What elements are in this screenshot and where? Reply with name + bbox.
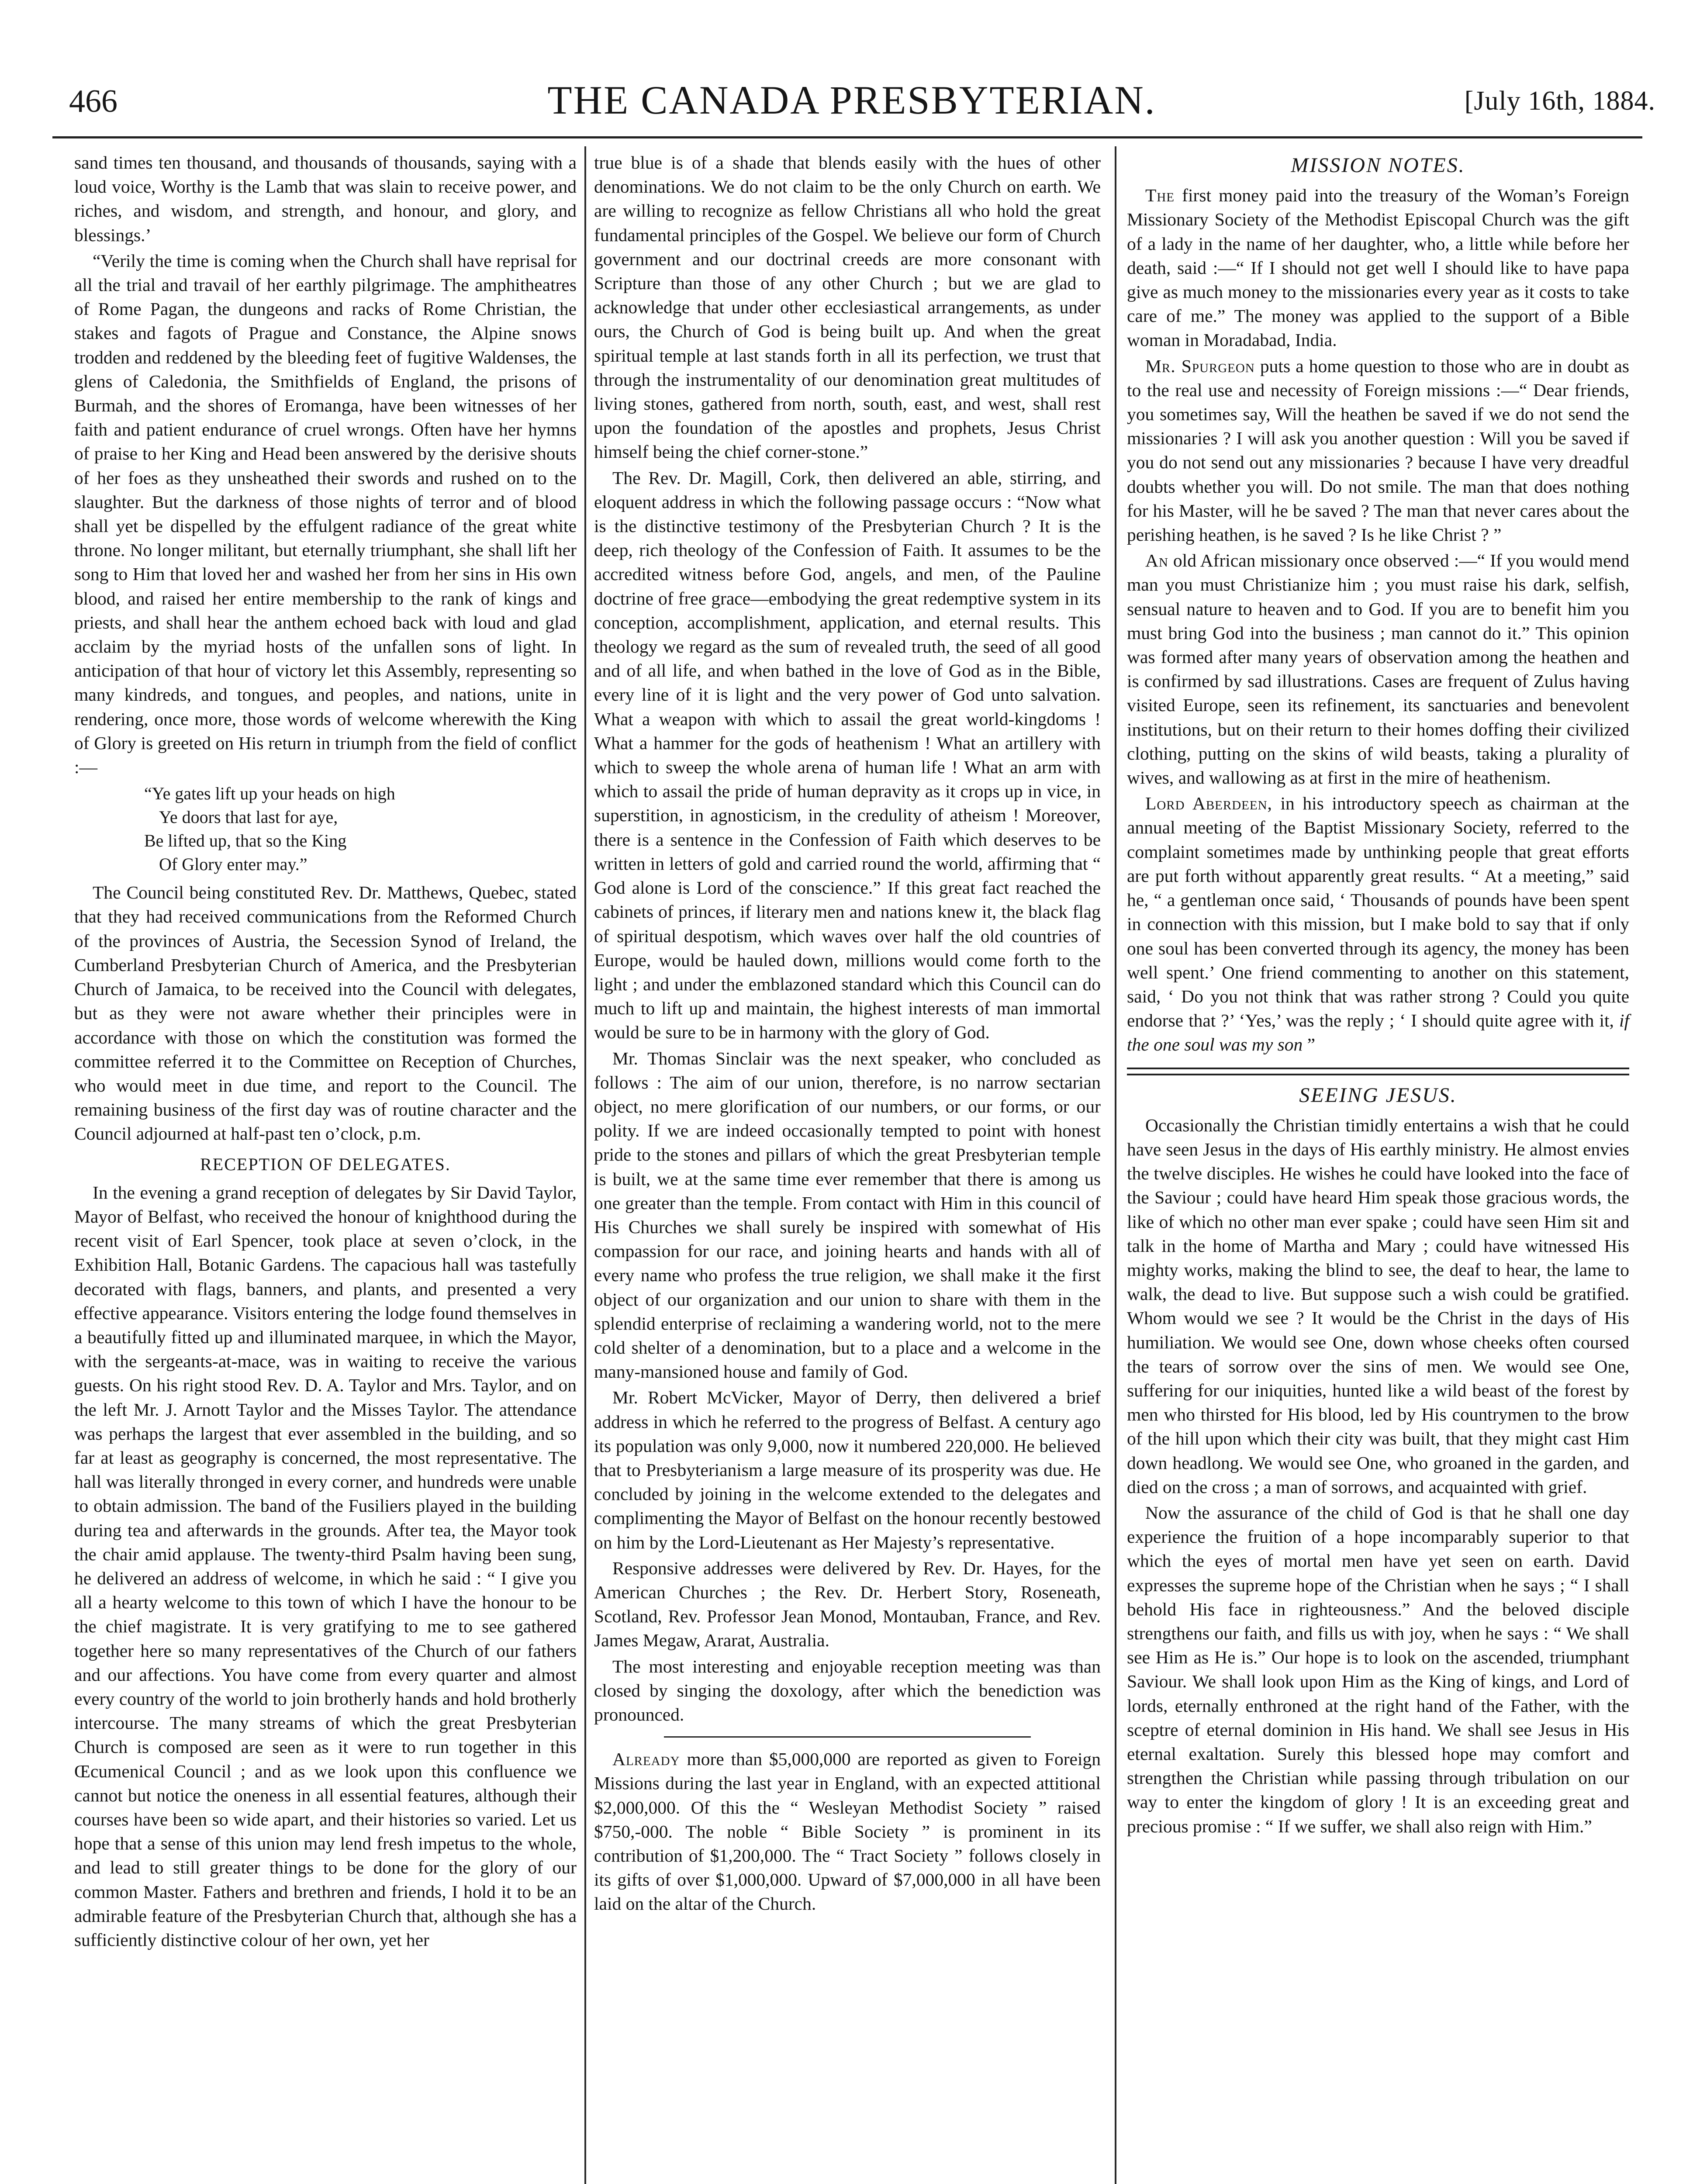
lead-in: Lord Aberdeen, <box>1145 793 1272 814</box>
page-number: 466 <box>69 83 117 119</box>
article-paragraph <box>594 1747 1101 1916</box>
paragraph-text: ” <box>1303 1034 1316 1055</box>
article-paragraph: In the evening a grand reception of delegates by Sir David Taylor, Mayor of Belfast, who received the honour of knighthood during the recent visit of Earl Spencer, took place at seven o’clock, in the Exhibition Hall, Botanic Gardens. The capacious hall was tastefully decorated with flags, banners, and plants, and presented a very effective appearance. Visitors entering the lodge found themselves in a beautifully fitted up and illuminated marquee, in which the Mayor, with the sergeants-at-mace, was in waiting to receive the various guests. On his right stood Rev. D. A. Taylor and Mrs. Taylor, and on the left Mr. J. Arnott Taylor and the Misses Taylor. The attendance was perhaps the largest that ever assembled in the building, and so far at least as geography is concerned, the most representative. The hall was literally thronged in every corner, and hundreds were unable to obtain admission. The band of the Fusiliers played in the building during tea and afterwards in the grounds. After tea, the Mayor took the chair amid applause. The twenty-third Psalm having been sung, he delivered an address of welcome, in which he said : “ I give you all a hearty welcome to this town of which I have the honour to be the chief magistrate. It is very gratifying to me to see gathered together here so many representatives of the Church of our fathers and our affections. You have come from every quarter and almost every country of the world to join brotherly hands and hold brotherly intercourse. The many streams of which the great Presbyterian Church is composed are seen as it were to run together in this Œcumenical Council ; and as we look upon this confluence we cannot but notice the oneness in all essential features, although their courses have been so wide apart, and their histories so varied. Let us hope that a sense of this union may lend fresh impetus to the whole, and lead to still greater things to be done for the glory of our common Master. Fathers and brethren and friends, I hold it to be an admirable feature of the Presbyterian Church that, although she has a sufficiently distinctive colour of her own, yet her <box>74 1182 577 1950</box>
double-separator-rule <box>1127 1068 1629 1075</box>
article-paragraph: Responsive addresses were delivered by Rev. Dr. Hayes, for the American Churches ; the Rev. Dr. Herbert Story, Roseneath, Scotland, Rev. Professor Jean Monod, Montauban, France, and Rev. James Megaw, Ararat, Australia. <box>594 1558 1101 1651</box>
article-paragraph: The Council being constituted Rev. Dr. Matthews, Quebec, stated that they had received communications from the Reformed Church of the provinces of Austria, the Secession Synod of Ireland, the Cumberland Presbyterian Church of America, and the Presbyterian Church of Jamaica, to be received into the Council with delegates, but as they were not aware whether their principles were in accordance with those on which the constitution was formed the committee referred it to the Committee on Reception of Churches, who would meet in due time, and report to the Council. The remaining business of the first day was of routine character and the Council adjourned at half-past ten o’clock, p.m. <box>74 882 577 1144</box>
article-paragraph <box>1127 791 1629 1057</box>
article-paragraph: Mr. Robert McVicker, Mayor of Derry, then delivered a brief address in which he referred to the progress of Belfast. A century ago its population was only 9,000, now it numbered 220,000. He believed that to Presbyterianism a large measure of its prosperity was due. He concluded by joining in the welcome extended to the delegates and complimenting the Mayor of Belfast on the honour recently bestowed on him by the Lord-Lieutenant as Her Majesty’s representative. <box>594 1387 1101 1552</box>
article-paragraph: “Verily the time is coming when the Church shall have reprisal for all the trial and travail of her earthly pilgrimage. The amphitheatres of Rome Pagan, the dungeons and racks of Rome Christian, the stakes and fagots of Prague and Constance, the Alpine snows trodden and reddened by the bleeding feet of fugitive Waldenses, the glens of Caledonia, the Smithfields of England, the prisons of Burmah, and the shores of Eromanga, have been witnesses of her faith and patient endurance of cruel wrongs. Often have her hymns of praise to her King and Head been answered by the derisive shouts of her foes as they unsheathed their swords and rushed on to the slaughter. But the darkness of those nights of terror and of blood shall yet be dispelled by the effulgent radiance of the great white throne. No longer militant, but eternally triumphant, she shall lift her song to Him that loved her and washed her from her sins in His own blood, and raised her entire membership to the rank of kings and priests, and shall hear the anthem echoed back with loud and glad acclaim by the myriad hosts of the unfallen sons of light. In anticipation of that hour of victory let this Assembly, representing so many kindreds, and tongues, and peoples, and nations, unite in rendering, once more, those words of welcome wherewith the King of Glory is greeted on His return in triumph from the field of conflict :— <box>74 250 577 778</box>
section-heading-seeing-jesus: SEEING JESUS. <box>1299 1083 1457 1107</box>
article-paragraph <box>1127 183 1629 352</box>
article-paragraph: Now the assurance of the child of God is that he shall one day experience the fruition of a hope incomparably superior to that which the eyes of mortal men have yet seen on earth. David expresses the supreme hope of the Christian when he says ; “ I shall behold His face in righteousness.” And the beloved disciple strengthens our faith, and fills us with joy, when he says : “ We shall see Him as He is.” Our hope is to look on the ascended, triumphant Saviour. We shall look upon Him as the King of kings, and Lord of lords, eternally enthroned at the right hand of the Father, with the sceptre of eternal dominion in His hand. We shall see Jesus in His eternal exaltation. Surely this blessed hope may comfort and strengthen the Christian while passing through tribulation on our way to enter the kingdom of glory ! It is an exceeding great and precious promise : “ If we suffer, we shall also reign with Him.” <box>1127 1502 1629 1836</box>
article-paragraph: The Rev. Dr. Magill, Cork, then delivered an able, stirring, and eloquent address in which the following passage occurs : “Now what is the distinctive testimony of the Presbyterian Church ? It is the deep, rich theology of the Confession of Faith. It assumes to be the accredited witness before God, angels, and men, of the Pauline doctrine of free grace—embodying the great redemptive system in its conception, accomplishment, application, and eternal results. This theology we regard as the sum of revealed truth, the seed of all good and of all life, and when bathed in the love of God as in the Bible, every line of it is light and the very power of God unto salvation. What a weapon with which to assail the great world-kingdoms ! What a hammer for the gods of heathenism ! What an artillery with which to sweep the whole arena of human life ! What an arm with which to assail the pride of human depravity as it crops up in vice, in superstition, in agnosticism, in the credulity of atheism ! Moreover, there is a sentence in the Confession of Faith which deserves to be written in letters of gold and carried round the world, affirming that “ God alone is Lord of the conscience.” If this great fact reached the cabinets of princes, if literary men and nations knew it, the black flag of spiritual despotism, which waves over half the old countries of Europe, would be hauled down, millions would come forth to the light ; and under the emblazoned standard which this Council can do much to lift up and maintain, the highest interests of man immortal would be sure to be in harmony with the glory of God. <box>594 467 1101 1043</box>
column-divider-1 <box>584 146 586 2184</box>
issue-date: [July 16th, 1884. <box>1464 86 1655 116</box>
lead-in: Mr. Spurgeon <box>1145 356 1255 376</box>
article-paragraph <box>1127 354 1629 547</box>
separator-rule <box>664 1736 1031 1738</box>
poem-line: Ye doors that last for aye, <box>159 807 338 827</box>
article-paragraph: Occasionally the Christian timidly entertains a wish that he could have seen Jesus in the days of His earthly ministry. He almost envies the twelve disciples. He wishes he could have looked into the face of the Saviour ; could have heard Him speak those gracious words, the like of which no other man ever spake ; could have seen Him sit and talk in the home of Martha and Mary ; could have witnessed His mighty works, making the blind to see, the deaf to hear, the lame to walk, the dead to live. But suppose such a wish could be gratified. Whom would we see ? It would be the Christ in the days of His humiliation. We would see One, down whose cheeks often coursed the tears of sorrow over the sins of men. We would see One, suffering for our iniquities, hunted like a wild beast of the forest by men who thirsted for His blood, led by His countrymen to the brow of the hill upon which their city was built, that they might cast Him down headlong. We would see One, who groaned in the garden, and died on the cross ; a man of sorrows, and acquainted with grief. <box>1127 1115 1629 1497</box>
article-paragraph: sand times ten thousand, and thousands of thousands, saying with a loud voice, Worthy is the Lamb that was slain to receive power, and riches, and wisdom, and strength, and honour, and glory, and blessings.’ <box>74 152 577 245</box>
article-paragraph: true blue is of a shade that blends easily with the hues of other denominations. We do not claim to be the only Church on earth. We are willing to recognize as fellow Christians all who hold the great fundamental principles of the Gospel. We believe our form of Church government and our doctrinal creeds are more consonant with Scripture than those of any other Church ; but we are glad to acknowledge that under other ecclesiastical arrangements, as under ours, the Church of God is being built up. And when the great spiritual temple at last stands forth in all its perfection, we trust that through the instrumentality of our denomination great multitudes of living stones, gathered from north, south, east, and west, shall rest upon the foundation of the apostles and prophets, Jesus Christ himself being the chief corner-stone.” <box>594 152 1101 462</box>
newspaper-title: THE CANADA PRESBYTERIAN. <box>547 78 1156 122</box>
poem-quote <box>144 782 577 876</box>
column-2 <box>594 151 1101 1918</box>
column-3 <box>1127 151 1629 1840</box>
poem-line: Of Glory enter may.” <box>159 854 308 874</box>
column-1 <box>74 151 577 1954</box>
lead-in: An <box>1145 550 1168 571</box>
article-paragraph: The most interesting and enjoyable reception meeting was than closed by singing the doxology, after which the benediction was pronounced. <box>594 1656 1101 1724</box>
poem-line: Be lifted up, that so the King <box>144 831 347 851</box>
emphasis-text: if the one soul was my son <box>1127 1010 1629 1055</box>
section-heading-mission-notes: MISSION NOTES. <box>1291 154 1465 177</box>
article-paragraph <box>1127 549 1629 790</box>
paragraph-text: puts a home question to those who are in doubt as to the real use and necessity of Foreign missions :—“ Dear friends, you sometimes say, Will the heathen be saved if we do not send the missionaries ? I will ask you another question : Will you be saved if you do not send out any missionaries ? because I have very dreadful doubts whether you will. Do not smile. The man that does nothing for his Master, will he be saved ? The man that never cares about the perishing heathen, is he saved ? Is he like Christ ? ” <box>1127 356 1630 545</box>
lead-in: The <box>1145 185 1175 206</box>
paragraph-text: old African missionary once observed :—“ If you would mend man you must Christianize him ; you must raise his dark, selfish, sensual nature to heaven and to God. If you are to benefit him you must bring God into the business ; man cannot do it.” This opinion was formed after many years of observation among the heathen and is confirmed by sad illustrations. Cases are frequent of Zulus having visited Europe, seen its refinement, its sanctuaries and benevolent institutions, but on their return to their homes doffing their civilized clothing, putting on the skins of wild beasts, taking a plurality of wives, and wallowing as at first in the mire of heathenism. <box>1127 550 1629 788</box>
masthead-rule <box>52 136 1642 138</box>
paragraph-text: in his introductory speech as chairman at the annual meeting of the Baptist Missionary Society, referred to the complaint sometimes made by unthinking people that great efforts are put forth without apparently great results. “ At a meeting,” said he, “ a gentleman once said, ‘ Thousands of pounds have been spent in connection with this mission, but I make bold to say that if only one soul has been converted through its agency, the money has been well spent.’ One friend commenting to another on this statement, said, ‘ Do you not think that was rather strong ? Could you quite endorse that ?’ ‘Yes,’ was the reply ; ‘ I should quite agree with it, <box>1127 793 1629 1031</box>
masthead <box>31 74 1673 127</box>
section-heading: RECEPTION OF DELEGATES. <box>200 1154 451 1174</box>
poem-line: “Ye gates lift up your heads on high <box>144 784 395 804</box>
column-divider-2 <box>1115 146 1116 2184</box>
article-paragraph: Mr. Thomas Sinclair was the next speaker, who concluded as follows : The aim of our union, therefore, is no narrow sectarian object, no mere glorification of our numbers, or our forms, or our polity. If we are indeed occasionally tempted to point with honest pride to the stones and pillars of which the great Presbyterian temple is built, we at the same time ever remember that there is among us one greater than the temple. From contact with Him in this council of His Churches we shall surely be inspired with somewhat of His compassion for our race, and joining hearts and hands with all of every name who profess the true religion, we shall make it the first object of our organization and our union to share with them in the splendid enterprise of reclaiming a wandering world, not to the mere cold shelter of a denomination, but to a place and a welcome in the many-mansioned house and family of God. <box>594 1048 1101 1382</box>
paragraph-text: more than $5,000,000 are reported as given to Foreign Missions during the last year in England, with an expected attitional $2,000,000. Of this the “ Wesleyan Methodist Society ” raised $750,-000. The noble “ Bible Society ” is prominent in its contribution of $1,200,000. The “ Tract Society ” follows closely in its gifts of over $1,000,000. Upward of $7,000,000 in all have been laid on the altar of the Church. <box>594 1749 1101 1914</box>
lead-in: Already <box>612 1749 680 1769</box>
paragraph-text: first money paid into the treasury of the Woman’s Foreign Missionary Society of the Methodist Episcopal Church was the gift of a lady in the name of her daughter, who, a little while before her death, said :—“ If I should not get well I should like to have papa give as much money to the missionaries every year as it costs to take care of me.” The money was applied to the support of a Bible woman in Moradabad, India. <box>1127 185 1629 350</box>
